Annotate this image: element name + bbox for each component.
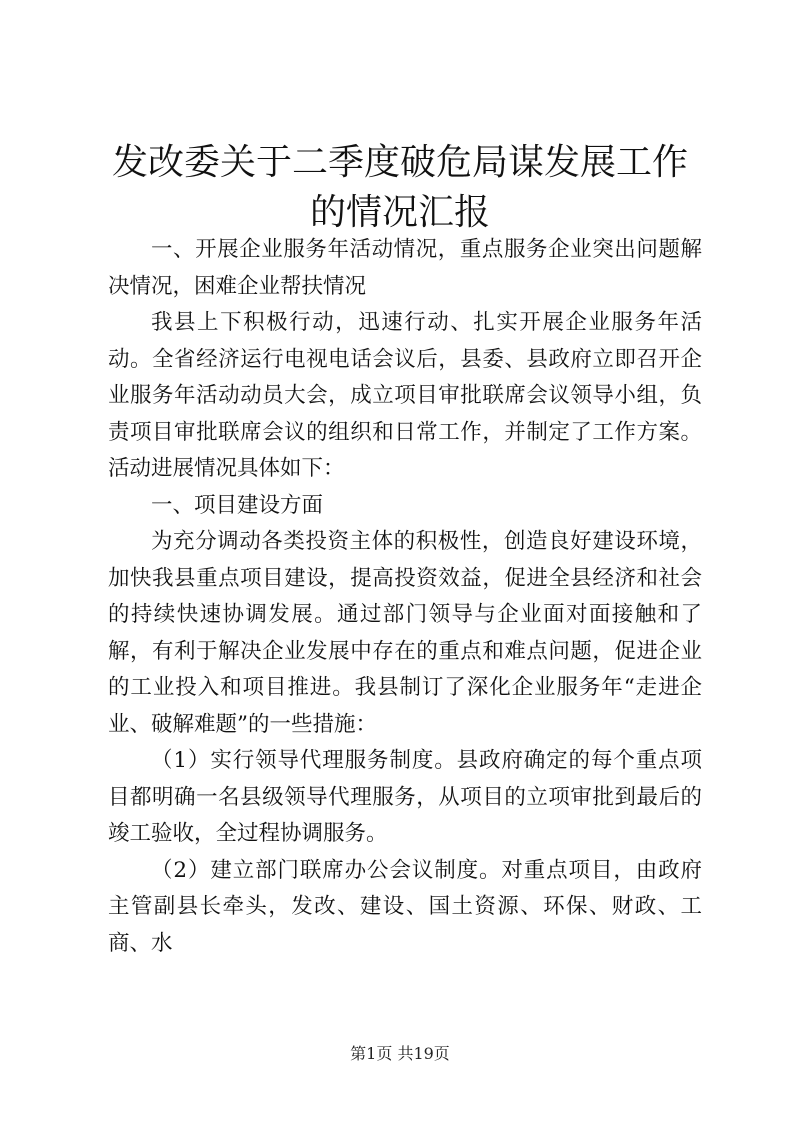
document-title: 发改委关于二季度破危局谋发展工作的情况汇报 (111, 142, 688, 233)
paragraph-activity-overview: 我县上下积极行动，迅速行动、扎实开展企业服务年活动。全省经济运行电视电话会议后，县委、县政府立即召开企业服务年活动动员大会，成立项目审批联席会议领导小组，负责项目审批联席会议的组织和日常工作，并制定了工作方案。活动进展情况具体如下： (108, 310, 702, 481)
page-number-footer: 第1页 共19页 (350, 1044, 450, 1063)
paragraph-project-measures: 为充分调动各类投资主体的积极性，创造良好建设环境，加快我县重点项目建设，提高投资效益，促进全县经济和社会的持续快速协调发展。通过部门领导与企业面对面接触和了解，有利于解决企业发展中存在的重点和难点问题，促进企业的工业投入和项目推进。我县制订了深化企业服务年“走进企业、破解难题”的一些措施： (108, 529, 702, 737)
list-item-leader-agent-service: （1）实行领导代理服务制度。县政府确定的每个重点项目都明确一名县级领导代理服务，从项目的立项审批到最后的竣工验收，全过程协调服务。 (108, 748, 702, 846)
section-heading-enterprise-service: 一、开展企业服务年活动情况，重点服务企业突出问题解决情况，困难企业帮扶情况 (108, 237, 702, 299)
document-body (108, 232, 702, 962)
section-heading-project-construction: 一、项目建设方面 (151, 492, 324, 518)
list-item-joint-meeting-system: （2）建立部门联席办公会议制度。对重点项目，由政府主管副县长牵头，发改、建设、国土资源、环保、财政、工商、水 (108, 857, 702, 956)
